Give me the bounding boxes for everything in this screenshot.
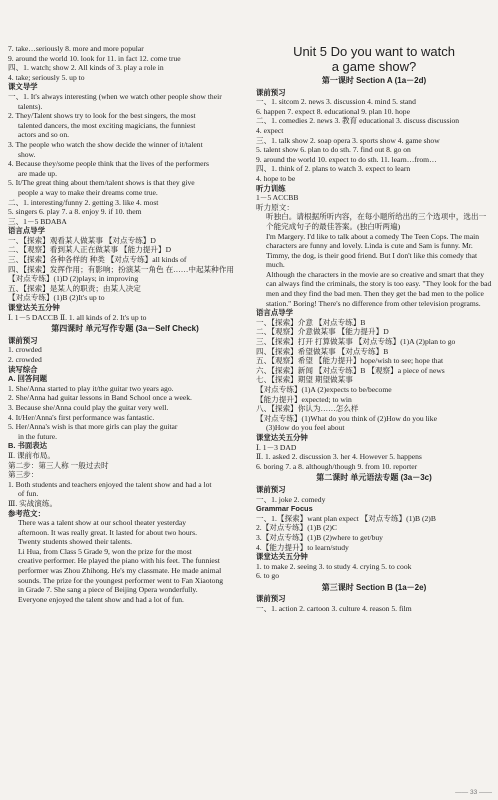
text-line: creative performer. He played the piano with his feet. The funniest [18,556,220,566]
text-line: in the future. [18,431,58,441]
text-line: 课前预习 [256,87,286,97]
text-line: 一、1. It's always interesting (when we watch other people show their [8,91,222,101]
text-line: B. 书面表达 [8,441,48,451]
text-line: 4. expect [256,125,284,135]
text-line: 四、【探索】发挥作用；有影响；扮演某一角色 在……中起某种作用 [8,264,234,274]
text-line: 二、【观察】看到某人正在做某事 【能力提升】D [8,245,172,255]
text-line: 二、1. comedies 2. news 3. 教育 educational 3. discuss discussion [256,116,460,126]
text-line: in Grade 7. She sang a piece of Beijing Opera wonderfully. [18,585,198,595]
text-line: people a way to make their dreams come true. [18,187,158,197]
lesson3-block [256,594,492,613]
text-line: 一、【探索】介意 【对点专练】B [256,317,366,327]
text-line: 5. talent show 6. plan to do sth. 7. find out 8. go on [256,145,411,155]
text-line: 1. crowded [8,345,42,355]
text-line: sounds. The prize for the youngest performer went to Fan Xiaotong [18,575,224,585]
text-line: 课堂达关五分钟 [8,303,60,313]
text-line: 1－5 ACCBB [256,193,299,203]
text-line: Ⅰ. 1－3 DAD [256,442,297,452]
text-line: 3.【对点专练】(1)B (2)where to get/buy [256,532,383,542]
text-line: 三、1. talk show 2. soap opera 3. sports show 4. game show [256,135,440,145]
text-line: 9. around the world 10. look for 11. in fact 12. come true [8,53,181,63]
text-line: 4. hope to be [256,173,296,183]
text-line: 五、【观察】希望 【能力提升】hope/wish to see; hope that [256,356,444,366]
lesson1-preview-block [256,88,492,213]
text-line: 【能力提升】expected; to win [256,394,352,404]
text-line: 第四课时 单元写作专题 (3a－Self Check) [51,324,199,334]
unit-title [256,44,492,74]
text-line: 课堂达关五分钟 [256,432,308,442]
text-line: 听力训练 [256,183,286,193]
text-line: 6. to go [256,571,279,581]
text-line: Ⅱ. 课前布局。 [8,450,55,460]
text-line: Ⅱ. 1. asked 2. discussion 3. her 4. However 5. happens [256,452,422,462]
text-line: talents). [18,101,43,111]
text-line: 【对点专练】(1)D (2)plays; in improving [8,274,139,284]
text-line: 2.【对点专练】(1)B (2)C [256,523,337,533]
text-line: 一、1. joke 2. comedy [256,494,326,504]
lesson1-language-block [256,308,492,471]
text-line: 课文导学 [8,82,38,92]
text-line: Twenty students showed their talents. [18,537,132,547]
text-line: 二、1. interesting/funny 2. getting 3. like 4. most [8,197,159,207]
lesson2-block [256,485,492,581]
text-line: 七、【探索】期望 期望做某事 [256,375,353,385]
text-line: 1. Both students and teachers enjoyed the talent show and had a lot [8,479,212,489]
text-line: 四、1. watch; show 2. All kinds of 3. play a role in [8,63,164,73]
text-line: 【对点专练】(1)B (2)It's up to [8,293,105,303]
text-line: 4. Because they/some people think that the lives of the performers [8,159,209,169]
text-line: 一、【探索】观看某人做某事 【对点专练】D [8,235,156,245]
text-line: 9. around the world 10. expect to do sth. 11. learn…from… [256,154,437,164]
unit-title-line2: a game show? [331,59,417,74]
text-line: (3)How do you feel about [266,423,345,433]
text-line: talented dancers, the most exciting magicians, the funniest [18,120,196,130]
text-line: 5. Her/Anna's wish is that more girls can play the guitar [8,422,178,432]
text-line: 4. take; seriously 5. up to [8,72,85,82]
text-line: show. [18,149,36,159]
text-line: 【对点专练】(1)What do you think of (2)How do you like [256,413,437,423]
text-line: 4.【能力提升】to learn/study [256,542,349,552]
text-line: 2. They/Talent shows try to look for the best singers, the most [8,111,196,121]
text-line: A. 回答问题 [8,374,48,384]
text-line: 六、【探索】新闻 【对点专练】B 【观察】a piece of news [256,365,445,375]
lesson2-heading: 第二课时 单元语法专题 (3a－3c) [316,473,432,483]
text-line: 1. to make 2. seeing 3. to study 4. crying 5. to cook [256,561,412,571]
text-line: 语言点导学 [8,226,45,236]
text-line: 五、【探索】是某人的职责；由某人决定 [8,283,141,293]
text-line: 一、1.【探索】want plan expect 【对点专练】(1)B (2)B [256,513,436,523]
listening-instructions: 听独白。请根据所听内容，在每小题所给出的三个选项中，选出一个能完成句子的最佳答案。(独白听两遍) [266,212,487,231]
text-line: 参考范文： [8,508,45,518]
text-line: There was a talent show at our school theater yesterday [18,518,187,528]
text-line: 一、1. action 2. cartoon 3. culture 4. reason 5. film [256,604,412,614]
text-line: 课前预习 [256,594,286,604]
text-line: 第三步： [8,470,39,480]
text-line: are made up. [18,168,58,178]
left-column [8,44,242,604]
text-line: actors and so on. [18,130,70,140]
text-line: 2. She/Anna had guitar lessons in Band School once a week. [8,393,192,403]
text-line: 听力原文： [256,202,294,212]
text-line: 3. Because she/Anna could play the guitar very well. [8,402,169,412]
text-line: 6. boring 7. a 8. although/though 9. from 10. reporter [256,461,418,471]
text-line: of fun. [18,489,39,499]
text-line: 语言点导学 [256,308,293,318]
text-line: performer was Zhou Zhihong. He's my classmate. He made animal [18,566,222,576]
text-line: 3. The people who watch the show decide the winner of it/talent [8,139,203,149]
text-line: 6. happen 7. expect 8. educational 9. plan 10. hope [256,106,410,116]
page-footer: —— 33 —— [455,789,492,796]
text-line: 7. take…seriously 8. more and more popular [8,44,144,53]
text-line: Ⅲ. 实战演练。 [8,498,58,508]
text-line: 课前预习 [8,335,38,345]
text-line: 第二步：第三人称 一般过去时 [8,460,109,470]
text-line: Li Hua, from Class 5 Grade 9, won the prize for the most [18,546,192,556]
text-line: 课前预习 [256,484,286,494]
unit-title-line1: Unit 5 Do you want to watch [293,44,455,59]
text-line: 八、【探索】你认为……怎么样 [256,404,359,414]
listening-paragraph-2: Although the characters in the movie are so creative and smart that they can always find the criminals, the story is too easy. "They look for the bad men and they find the bad men. Then they get the bad men to the police station." Boring! There's no difference from other television programs. [266,269,492,308]
text-line: 课堂达关五分钟 [256,552,308,562]
lesson3-heading: 第三课时 Section B (1a－2e) [321,582,427,592]
text-line: Ⅰ. 1－5 DACCB Ⅱ. 1. all kinds of 2. It's up to [8,312,147,322]
text-line: 一、1. sitcom 2. news 3. discussion 4. mind 5. stand [256,97,416,107]
lesson1-heading: 第一课时 Section A (1a－2d) [321,76,427,85]
text-line: Everyone enjoyed the talent show and had a lot of fun. [18,594,184,604]
text-line: Grammar Focus [256,504,313,514]
text-line: 读写综合 [8,364,38,374]
text-line: 4. It/Her/Anna's first performance was fantastic. [8,412,155,422]
listening-paragraph-1: I'm Margery. I'd like to talk about a comedy The Teen Cops. The main characters are funny and lovely. Linda is cute and Sam is funny. Mr. Timmy, the dog, is their good friend. But I don't like this comedy that much. [266,231,480,270]
text-line: 【对点专练】(1)A (2)expects to be/become [256,385,392,394]
text-line: 三、1－5 BDABA [8,216,67,226]
text-line: 1. She/Anna started to play it/the guitar two years ago. [8,383,174,393]
text-line: 5. It/The great thing about them/talent shows is that they give [8,178,195,188]
text-line: 三、【探索】打开 打算做某事 【对点专练】(1)A (2)plan to go [256,337,456,347]
text-line: 四、【探索】希望做某事 【对点专练】B [256,346,389,356]
text-line: 二、【观察】介意做某事 【能力提升】D [256,327,389,337]
text-line: afternoon. It was really great. It lasted for about two hours. [18,527,198,537]
text-line: 5. singers 6. play 7. a 8. enjoy 9. if 10. them [8,207,142,217]
text-line: 2. crowded [8,355,42,364]
right-column [256,44,492,614]
text-line: 三、【探索】各种各样的 种类 【对点专练】all kinds of [8,255,187,265]
text-line: 四、1. think of 2. plans to watch 3. expect to learn [256,164,411,174]
